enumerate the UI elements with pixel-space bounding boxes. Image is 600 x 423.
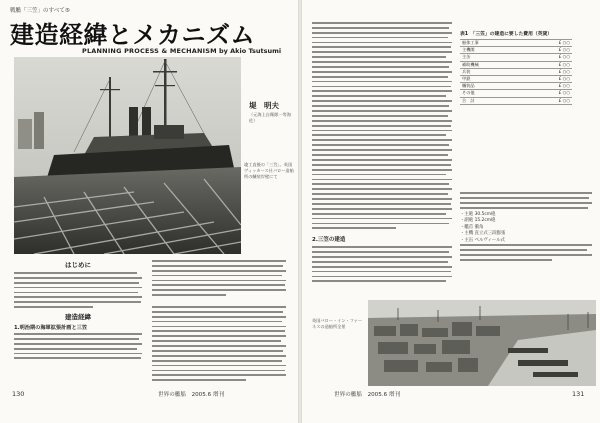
author-name: 堤 明夫 <box>249 101 279 110</box>
body-columns <box>14 260 288 388</box>
table-row: 兵装 £ ○○ <box>462 68 570 74</box>
table-row: 主缶 £ ○○ <box>462 54 570 60</box>
section-heading-history: 建造経緯 <box>65 313 91 322</box>
list-item: ・主砲 30.5cm砲 <box>460 211 496 217</box>
body-text-block <box>14 333 142 359</box>
subsection-heading: 1.明治期の海軍拡張計画と三笠 <box>14 325 88 332</box>
cost-table-grid <box>460 39 572 105</box>
table-row: 艤装品 £ ○○ <box>462 83 570 89</box>
table-row: 船体工事 £ ○○ <box>462 40 570 45</box>
body-column-3 <box>312 22 452 284</box>
table-row: その他 £ ○○ <box>462 90 570 96</box>
footer-right: 世界の艦船 2005.6 増刊 <box>334 392 401 398</box>
list-item: ・副砲 15.2cm砲 <box>460 218 496 224</box>
author-affiliation: （元海上自衛隊一等海佐） <box>249 112 291 123</box>
table-row: 甲鉄 £ ○○ <box>462 76 570 82</box>
article-subtitle: PLANNING PROCESS & MECHANISM <box>82 47 217 55</box>
section-heading-intro: はじめに <box>65 261 91 269</box>
photo-caption: 竣工直後の「三笠」。英国ヴィッカース社バロー造船所の艤装岸壁にて <box>244 162 294 179</box>
body-column-2 <box>152 260 286 388</box>
table-row: 主機関 £ ○○ <box>462 47 570 53</box>
body-text-block <box>152 306 286 384</box>
table-title: 表1 「三笠」の建造に要した費用（英貨） <box>460 32 553 37</box>
table-row: 補助機械 £ ○○ <box>462 61 570 67</box>
list-item: ・艦首 衝角 <box>460 224 484 230</box>
page-number-right: 131 <box>572 390 585 398</box>
series-label: 戦艦「三笠」のすべて⑤ <box>10 8 70 14</box>
left-page <box>0 0 298 423</box>
right-page <box>302 0 600 423</box>
cost-table <box>460 30 592 105</box>
page-number-left: 130 <box>12 390 25 398</box>
harbor-photo-caption: 英国バロー・イン・ファーネスの造船所全景 <box>312 318 363 329</box>
body-column-4 <box>460 192 592 292</box>
body-text-block <box>152 260 286 299</box>
table-row: 合 計 £ ○○ <box>462 97 570 103</box>
section-heading-construction: 2.三笠の建造 <box>312 237 346 244</box>
battleship-photo <box>14 57 241 254</box>
footer-left: 世界の艦船 2005.6 増刊 <box>158 392 225 398</box>
list-item: ・主機 直立式三段膨張 <box>460 231 506 237</box>
list-item: ・主缶 ベルヴィール式 <box>460 237 505 243</box>
byline: by Akio Tsutsumi <box>219 47 282 55</box>
shipyard-aerial-photo <box>368 300 596 386</box>
body-text-block <box>14 272 142 308</box>
spec-list <box>460 212 592 244</box>
body-column-1 <box>14 260 142 388</box>
article-title: 建造経緯とメカニズム <box>10 21 255 49</box>
